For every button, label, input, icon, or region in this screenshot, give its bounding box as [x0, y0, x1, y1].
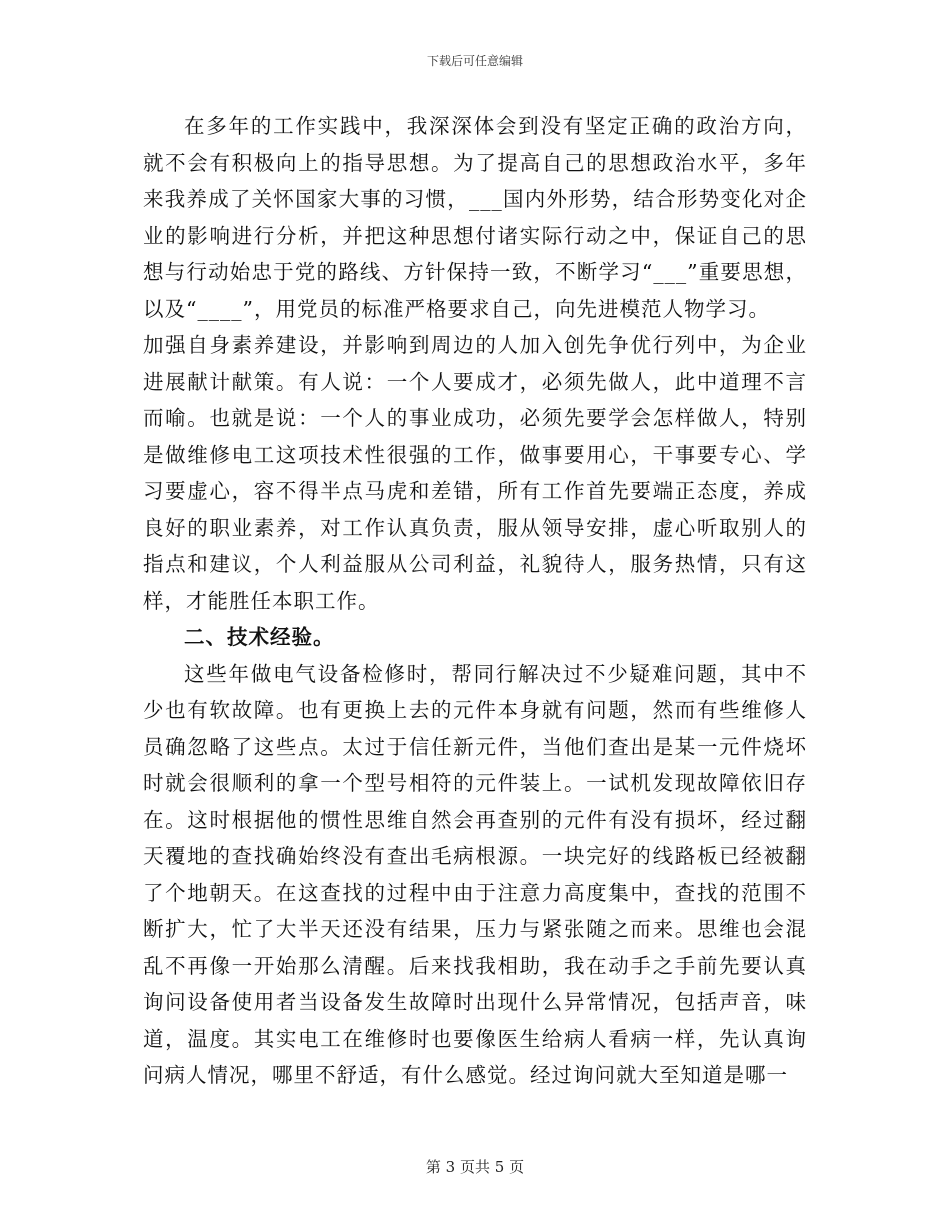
paragraph-repair-experience: 这些年做电气设备检修时，帮同行解决过不少疑难问题，其中不少也有软故障。也有更换上去的元件本身就有问题，然而有些维修人员确忽略了这些点。太过于信任新元件，当他们查出是某一元件烧坏时就会很顺利的拿一个型号相符的元件装上。一试机发现故障依旧存在。这时根据他的惯性思维自然会再查别的元件有没有损坏，经过翻天覆地的查找确始终没有查出毛病根源。一块完好的线路板已经被翻了个地朝天。在这查找的过程中由于注意力高度集中，查找的范围不断扩大，忙了大半天还没有结果，压力与紧张随之而来。思维也会混乱不再像一开始那么清醒。后来找我相助，我在动手之手前先要认真询问设备使用者当设备发生故障时出现什么异常情况，包括声音，味道，温度。其实电工在维修时也要像医生给病人看病一样，先认真询问病人情况，哪里不舒适，有什么感觉。经过询问就大至知道是哪一 — [143, 661, 807, 1087]
section-heading-technical-experience: 二、技术经验。 — [184, 625, 335, 649]
page-number: 第 3 页共 5 页 — [425, 1158, 525, 1176]
paragraph-self-cultivation: 加强自身素养建设，并影响到周边的人加入创先争优行列中，为企业进展献计献策。有人说：一个人要成才，必须先做人，此中道理不言而喻。也就是说：一个人的事业成功，必须先要学会怎样做人，特别是做维修电工这项技术性很强的工作，做事要用心，干事要专心、学习要虚心，容不得半点马虎和差错，所有工作首先要端正态度，养成良好的职业素养，对工作认真负责，服从领导安排，虚心听取别人的指点和建议，个人利益服从公司利益，礼貌待人，服务热情，只有这样，才能胜任本职工作。 — [143, 333, 807, 613]
document-body — [143, 108, 807, 1094]
page-header: 下载后可任意编辑 — [426, 54, 523, 68]
paragraph-political-direction: 在多年的工作实践中，我深深体会到没有坚定正确的政治方向，就不会有积极向上的指导思想。为了提高自己的思想政治水平，多年来我养成了关怀国家大事的习惯，___国内外形势，结合形势变化对企业的影响进行分析，并把这种思想付诸实际行动之中，保证自己的思想与行动始忠于党的路线、方针保持一致，不断学习“___”重要思想，以及“____”，用党员的标准严格要求自己，向先进模范人物学习。 — [143, 114, 807, 321]
